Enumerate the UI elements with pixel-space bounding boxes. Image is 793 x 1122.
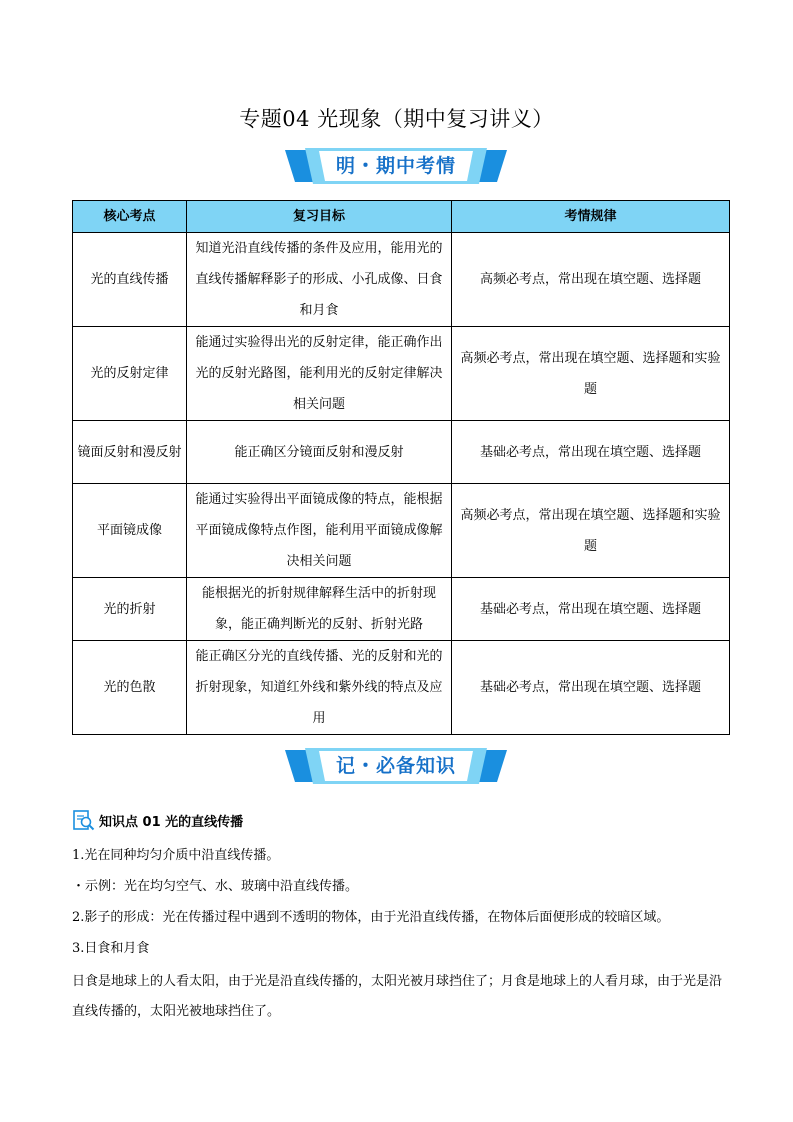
page-title: 专题04 光现象（期中复习讲义） (239, 107, 554, 131)
paragraph: 1.光在同种均匀介质中沿直线传播。 (72, 848, 280, 863)
table-row (73, 641, 730, 735)
knowledge-point-heading (72, 807, 243, 833)
cell-pattern: 基础必考点，常出现在填空题、选择题 (452, 641, 730, 735)
cell-point: 光的折射 (73, 578, 187, 641)
section-banner-exam (283, 146, 509, 186)
cell-goal: 能通过实验得出光的反射定律，能正确作出光的反射光路图，能利用光的反射定律解决相关问题 (187, 327, 452, 421)
paragraph: 3.日食和月食 (72, 941, 150, 956)
header-core-point: 核心考点 (73, 201, 187, 233)
cell-pattern: 高频必考点，常出现在填空题、选择题和实验题 (452, 484, 730, 578)
banner-title: 明・期中考情 (335, 155, 456, 177)
cell-pattern: 高频必考点，常出现在填空题、选择题和实验题 (452, 327, 730, 421)
cell-goal: 能通过实验得出平面镜成像的特点，能根据平面镜成像特点作图，能利用平面镜成像解决相关问题 (187, 484, 452, 578)
table-header-row (73, 201, 730, 233)
cell-pattern: 基础必考点，常出现在填空题、选择题 (452, 578, 730, 641)
table-row (73, 233, 730, 327)
knowledge-point-title: 知识点 01 光的直线传播 (99, 814, 244, 830)
paragraph: ・示例：光在均匀空气、水、玻璃中沿直线传播。 (72, 879, 359, 894)
cell-point: 光的直线传播 (73, 233, 187, 327)
section-banner-knowledge (283, 746, 509, 786)
cell-point: 光的色散 (73, 641, 187, 735)
cell-pattern: 高频必考点，常出现在填空题、选择题 (452, 233, 730, 327)
header-review-goal: 复习目标 (187, 201, 452, 233)
table-row (73, 327, 730, 421)
banner-title: 记・必备知识 (335, 755, 456, 777)
cell-point: 平面镜成像 (73, 484, 187, 578)
cell-goal: 能正确区分光的直线传播、光的反射和光的折射现象，知道红外线和紫外线的特点及应用 (187, 641, 452, 735)
cell-point: 光的反射定律 (73, 327, 187, 421)
cell-goal: 能正确区分镜面反射和漫反射 (187, 421, 452, 484)
table-row (73, 421, 730, 484)
cell-goal: 能根据光的折射规律解释生活中的折射现象，能正确判断光的反射、折射光路 (187, 578, 452, 641)
paragraph: 日食是地球上的人看太阳，由于光是沿直线传播的，太阳光被月球挡住了；月食是地球上的人看月球，由于光是沿直线传播的，太阳光被地球挡住了。 (72, 974, 723, 1019)
magnifier-book-icon (72, 808, 96, 832)
table-row (73, 484, 730, 578)
cell-pattern: 基础必考点，常出现在填空题、选择题 (452, 421, 730, 484)
cell-goal: 知道光沿直线传播的条件及应用，能用光的直线传播解释影子的形成、小孔成像、日食和月食 (187, 233, 452, 327)
table-row (73, 578, 730, 641)
review-table (72, 200, 730, 735)
paragraph: 2.影子的形成：光在传播过程中遇到不透明的物体，由于光沿直线传播，在物体后面便形成的较暗区域。 (72, 910, 670, 925)
header-exam-pattern: 考情规律 (452, 201, 730, 233)
cell-point: 镜面反射和漫反射 (73, 421, 187, 484)
